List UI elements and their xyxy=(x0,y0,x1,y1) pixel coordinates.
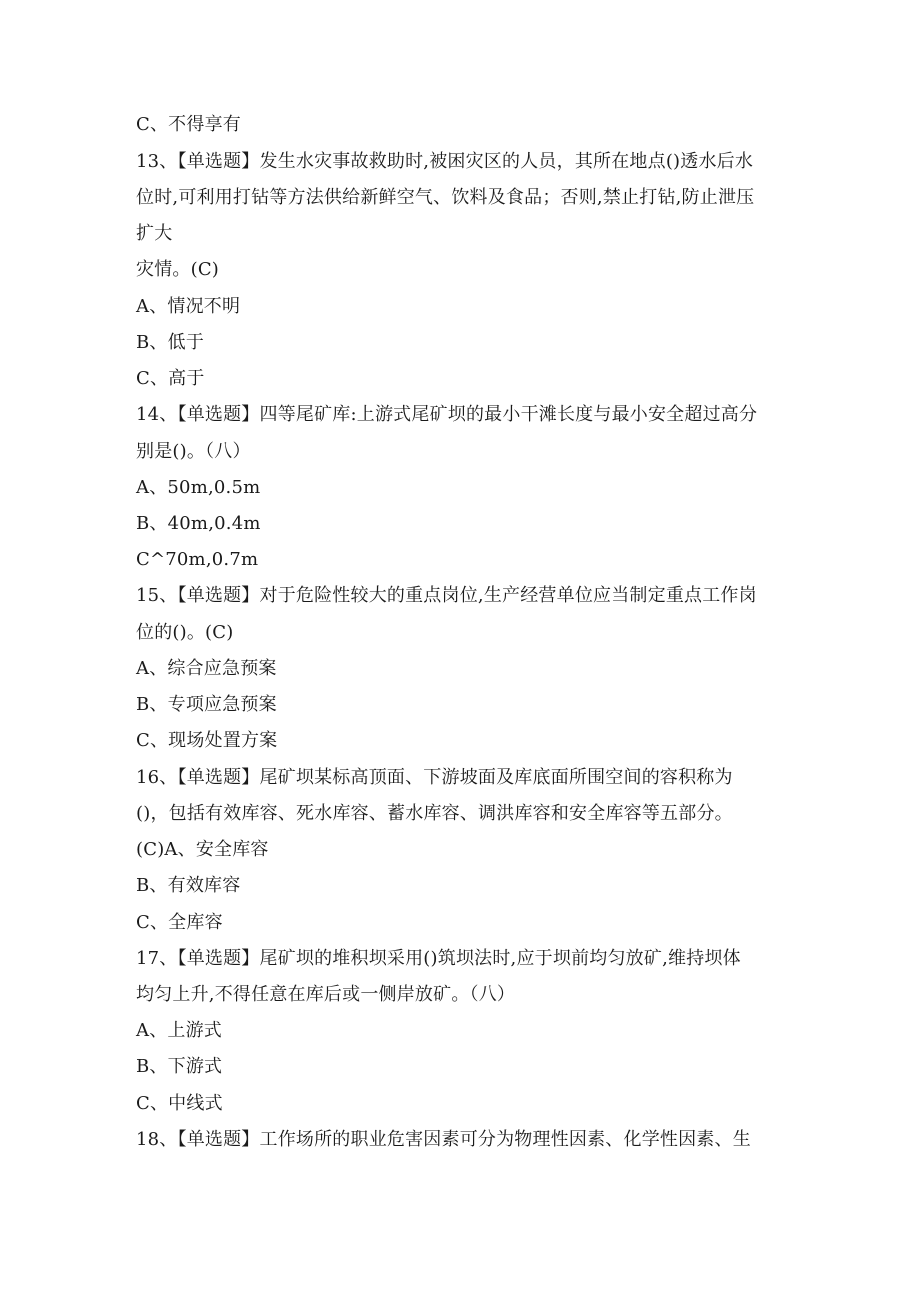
option-c-q13: C、高于 xyxy=(136,368,205,389)
question-14-line-2: 别是()。（八） xyxy=(136,441,251,462)
option-c-q16: C、全库容 xyxy=(136,912,223,933)
option-c-q15: C、现场处置方案 xyxy=(136,730,278,751)
option-a-q13: A、情况不明 xyxy=(136,296,241,317)
question-13-line-2: 位时,可利用打钻等方法供给新鲜空气、饮料及食品；否则,禁止打钻,防止泄压 xyxy=(136,187,755,208)
option-b-q13: B、低于 xyxy=(136,332,205,353)
question-16-answer-option-a: (C)A、安全库容 xyxy=(136,839,269,860)
option-c-q12: C、不得享有 xyxy=(136,114,241,135)
option-b-q15: B、专项应急预案 xyxy=(136,694,277,715)
question-15-line-1: 15、【单选题】对于危险性较大的重点岗位,生产经营单位应当制定重点工作岗 xyxy=(136,585,757,606)
option-b-q17: B、下游式 xyxy=(136,1056,223,1077)
option-b-q16: B、有效库容 xyxy=(136,875,241,896)
option-c-q17: C、中线式 xyxy=(136,1093,223,1114)
option-a-q14: A、50m,0.5m xyxy=(136,477,261,498)
question-17-line-2: 均匀上升,不得任意在库后或一侧岸放矿。（八） xyxy=(136,984,516,1005)
question-16-line-1: 16、【单选题】尾矿坝某标高顶面、下游坡面及库底面所围空间的容积称为 xyxy=(136,767,733,788)
option-b-q14: B、40m,0.4m xyxy=(136,513,261,534)
option-c-q14: C^70m,0.7m xyxy=(136,549,259,570)
question-16-line-2: ()，包括有效库容、死水库容、蓄水库容、调洪库容和安全库容等五部分。 xyxy=(136,803,733,824)
question-15-line-2: 位的()。(C) xyxy=(136,622,234,643)
question-13-line-4: 灾情。(C) xyxy=(136,259,220,280)
question-13-line-3: 扩大 xyxy=(136,223,173,244)
question-13-line-1: 13、【单选题】发生水灾事故救助时,被困灾区的人员，其所在地点()透水后水 xyxy=(136,151,754,172)
option-a-q17: A、上游式 xyxy=(136,1020,222,1041)
question-18-line-1: 18、【单选题】工作场所的职业危害因素可分为物理性因素、化学性因素、生 xyxy=(136,1129,751,1150)
option-a-q15: A、综合应急预案 xyxy=(136,658,277,679)
question-14-line-1: 14、【单选题】四等尾矿库:上游式尾矿坝的最小干滩长度与最小安全超过高分 xyxy=(136,404,758,425)
question-17-line-1: 17、【单选题】尾矿坝的堆积坝采用()筑坝法时,应于坝前均匀放矿,维持坝体 xyxy=(136,948,741,969)
